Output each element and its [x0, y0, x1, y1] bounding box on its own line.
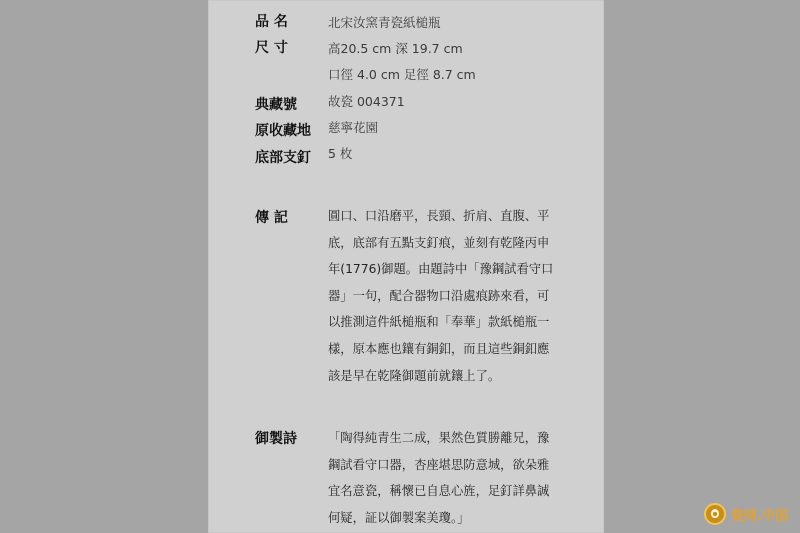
biography-line: 底，底部有五點支釘痕，並刻有乾隆丙申	[328, 235, 550, 250]
biography-line: 圓口、口沿磨平，長頸、折肩、直腹、平	[328, 209, 550, 223]
poem-line: 何疑，証以御製案美瓊。」	[328, 510, 470, 525]
original-location-label-text: 原收藏地	[255, 123, 311, 139]
size-label-text: 尺 寸	[255, 40, 288, 56]
biography-line: 年(1776)御題。由題詩中「豫鋼試看守口	[328, 262, 554, 277]
collection-number-label	[255, 96, 313, 114]
name-label-text: 品 名	[255, 14, 288, 30]
name-label	[255, 13, 313, 31]
site-watermark	[704, 503, 788, 525]
left-gray-margin	[0, 0, 208, 533]
base-spurs-label	[255, 149, 313, 167]
poem-line: 鋼試看守口器，杏座堪思防意城，欲朵雅	[328, 457, 550, 472]
biography-line: 器」一句，配合器物口沿處痕跡來看，可	[328, 288, 550, 303]
original-location-label	[255, 122, 313, 140]
biography-text	[328, 203, 554, 389]
watermark-text: 瓷网.中国	[731, 508, 788, 524]
name-value: 北宋汝窯青瓷紙槌瓶	[328, 15, 441, 30]
poem-label	[255, 430, 313, 448]
poem-line: 宜名意瓷，稱懷已自息心旌，足釘詳鼻誠	[328, 484, 550, 499]
poem-label-text: 御製詩	[255, 431, 297, 447]
poem-line: 「陶得純青生二成，果然色質勝離兄，豫	[328, 431, 550, 445]
biography-line: 以推測這件紙槌瓶和「奉華」款紙槌瓶一	[328, 315, 550, 330]
biography-line: 該是早在乾隆御題前就鑲上了。	[328, 368, 501, 383]
biography-label	[255, 209, 313, 227]
porcelain-logo-icon	[704, 503, 726, 525]
size-line-1: 高20.5 cm 深 19.7 cm	[328, 41, 463, 56]
base-spurs-label-text: 底部支釘	[255, 150, 311, 166]
biography-line: 樣，原本應也鑲有銅釦，而且這些銅釦應	[328, 341, 550, 356]
collection-number-value: 故瓷 004371	[328, 94, 405, 109]
base-spurs-value: 5 枚	[328, 146, 353, 161]
right-gray-margin	[604, 0, 800, 533]
collection-number-label-text: 典藏號	[255, 97, 297, 113]
original-location-value: 慈寧花園	[328, 120, 379, 135]
size-line-2: 口徑 4.0 cm 足徑 8.7 cm	[328, 67, 476, 82]
poem-text	[328, 425, 554, 531]
size-label	[255, 39, 313, 57]
biography-label-text: 傳 記	[255, 210, 288, 226]
